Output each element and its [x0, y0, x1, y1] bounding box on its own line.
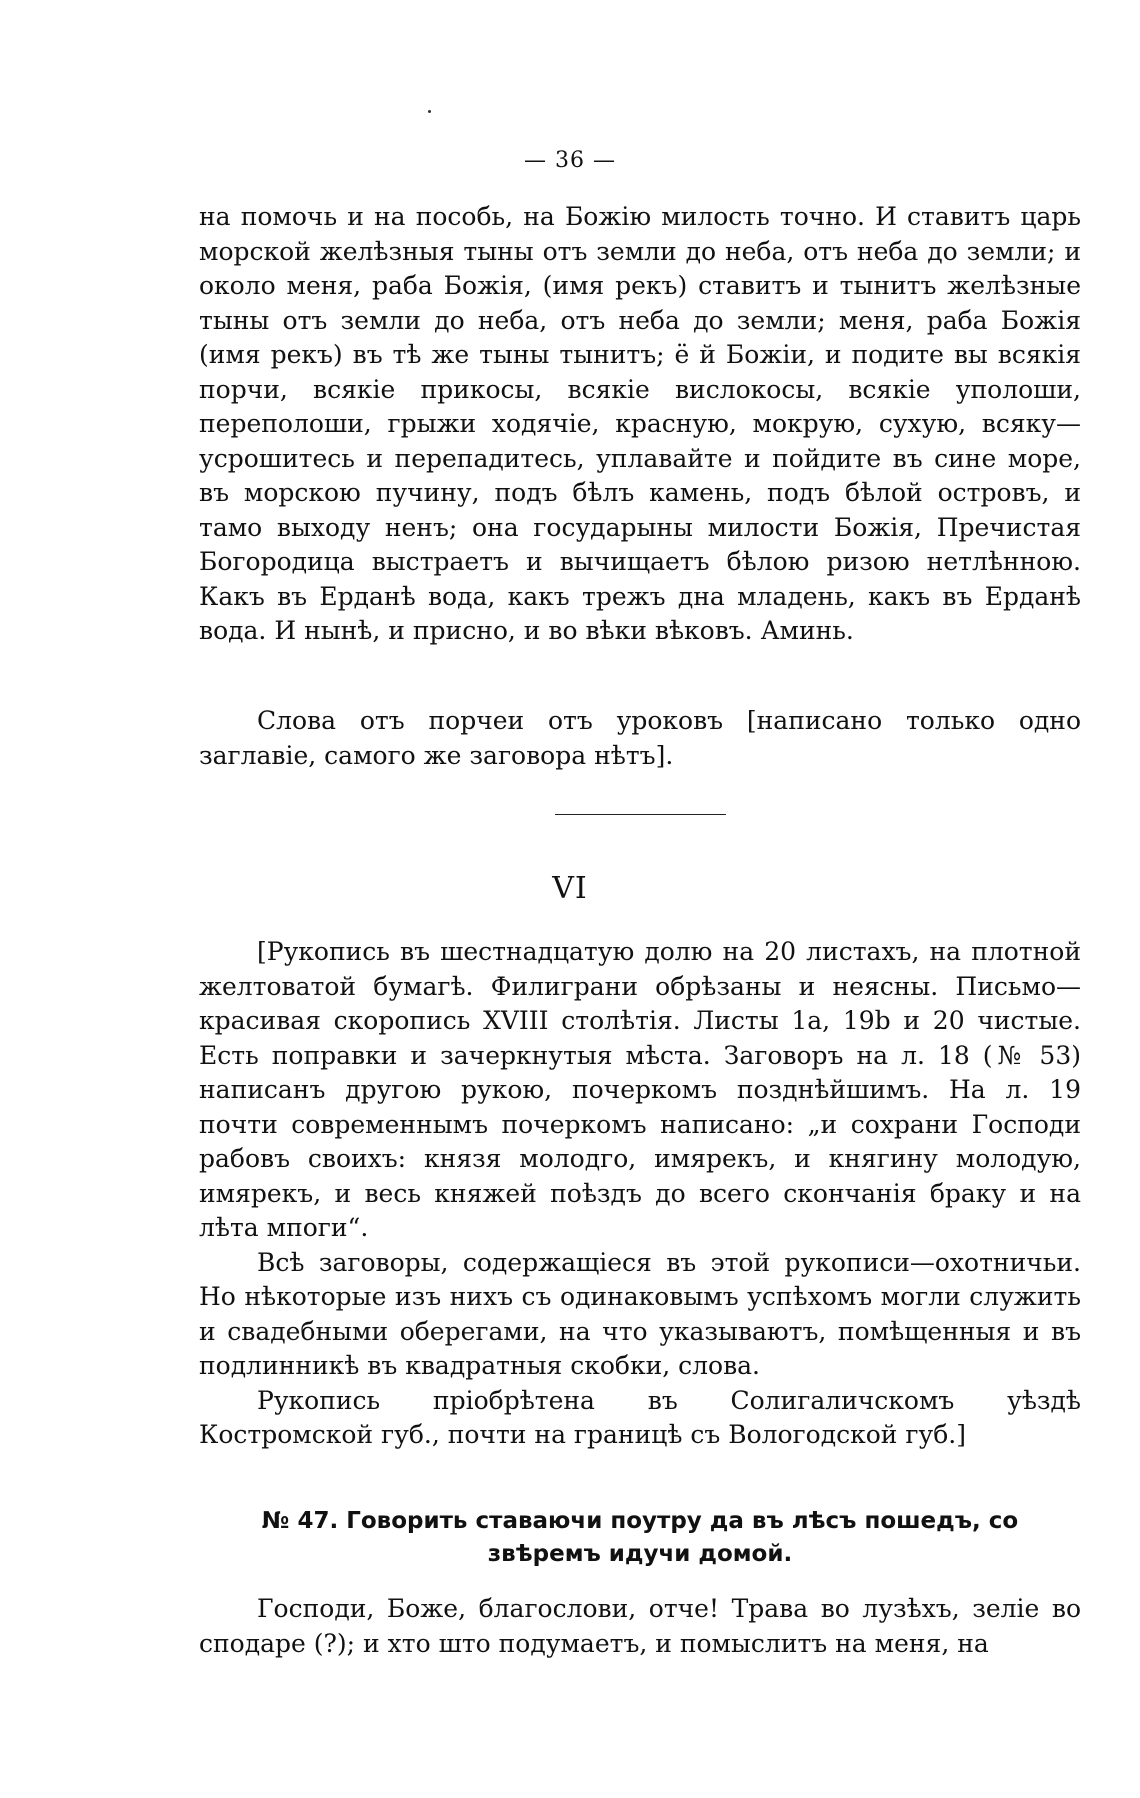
charm-heading-line: звѣремъ идучи домой.: [487, 1541, 793, 1567]
page-number: — 36 —: [524, 148, 616, 173]
description-paragraph: [Рукопись въ шестнадцатую долю на 20 листахъ, на плотной желтоватой бумагѣ. Филиграни обрѣзаны и неясны. Письмо—красивая скоропись XVIII столѣтія. Листы 1а, 19b и 20 чистые. Есть поправки и зачеркнутыя мѣста. Заговоръ на л. 18 (№ 53) написанъ другою рукою, почеркомъ позднѣйшимъ. На л. 19 почти современнымъ почеркомъ написано: „и сохрани Господи рабовъ своихъ: князя молодго, имярекъ, и княгину молодую, имярекъ, и весь княжей поѣздъ до всего скончанія браку и на лѣта мпоги“.: [199, 937, 1081, 1242]
charm-47-text: [199, 1592, 1081, 1661]
charm-heading: [230, 1505, 1050, 1571]
section-numeral: VI: [552, 871, 588, 906]
stray-ink-mark: [428, 110, 431, 113]
slova-paragraph: Слова отъ порчеи отъ уроковъ [написано только одно заглавіе, самого же заговора нѣтъ].: [199, 706, 1081, 770]
charm-text-continuation: [199, 200, 1081, 649]
charm-paragraph: Господи, Боже, благослови, отче! Трава во лузѣхъ, зеліе во сподаре (?); и хто што подумаетъ, и помыслитъ на меня, на: [199, 1594, 1081, 1658]
charm-heading-line: № 47. Говорить ставаючи поутру да въ лѣсъ пошедъ, со: [261, 1508, 1019, 1534]
description-paragraph: Рукопись пріобрѣтена въ Солигаличскомъ уѣздѣ Костромской губ., почти на границѣ съ Вологодской губ.]: [199, 1385, 1081, 1449]
manuscript-description: [199, 935, 1081, 1453]
section-divider: [555, 814, 726, 815]
slova-note: [199, 704, 1081, 773]
top-paragraph: на помочь и на пособь, на Божію милость точно. И ставитъ царь морской желѣзныя тыны отъ земли до неба, отъ неба до земли; и около меня, раба Божія, (имя рекъ) ставитъ и тынитъ желѣзные тыны отъ земли до неба, отъ неба до земли; меня, раба Божія (имя рекъ) въ тѣ же тыны тынитъ; ё й Божіи, и подите вы всякія порчи, всякіе прикосы, всякіе вислокосы, всякіе уполоши, переполоши, грыжи ходячіе, красную, мокрую, сухую, всяку—усрошитесь и перепадитесь, уплавайте и пойдите въ сине море, въ морскою пучину, подъ бѣлъ камень, подъ бѣлой островъ, и тамо выходу ненъ; она государыны милости Божія, Пречистая Богородица выстраетъ и вычищаетъ бѣлою ризою нетлѣнною. Какъ въ Ерданѣ вода, какъ трежъ дна младень, какъ въ Ерданѣ вода. И нынѣ, и присно, и во вѣки вѣковъ. Аминь.: [199, 202, 1081, 645]
description-paragraph: Всѣ заговоры, содержащіеся въ этой рукописи—охотничьи. Но нѣкоторые изъ нихъ съ одинаковымъ успѣхомъ могли служить и свадебными оберегами, на что указываютъ, помѣщенныя и въ подлинникѣ въ квадратныя скобки, слова.: [199, 1247, 1081, 1380]
